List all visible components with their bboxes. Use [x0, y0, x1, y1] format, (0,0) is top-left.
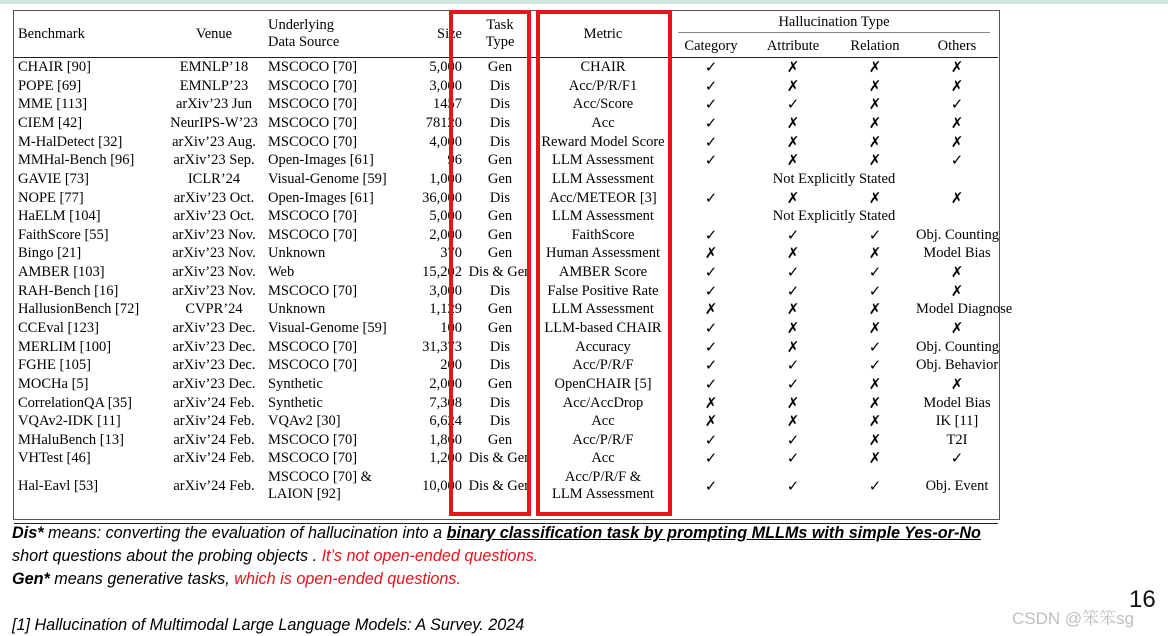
attribute-mark: ✓ — [786, 281, 800, 300]
venue-cell: arXiv’24 Feb. — [173, 431, 255, 448]
attribute-mark: ✓ — [786, 95, 800, 114]
metric-cell: Acc/P/R/F1 — [568, 77, 638, 94]
size-cell: 1,129 — [429, 301, 462, 318]
venue-cell: arXiv’23 Dec. — [172, 357, 256, 374]
metric-cell: Accuracy — [575, 338, 631, 355]
header-metric: Metric — [583, 25, 623, 42]
relation-mark: ✗ — [868, 374, 882, 393]
others-cell: ✗ — [950, 132, 964, 151]
gen-text: means generative tasks, — [49, 570, 235, 588]
data-source-cell-line1: MSCOCO [70] & — [268, 469, 372, 486]
task-type-cell: Dis — [489, 114, 511, 131]
data-source-cell: MSCOCO [70] — [268, 59, 358, 76]
metric-cell: Human Assessment — [546, 245, 660, 262]
header-hallucination-type-label: Hallucination Type — [678, 13, 990, 33]
header-size: Size — [437, 25, 462, 42]
data-source-cell: MSCOCO [70] — [268, 96, 358, 113]
gen-red-note: which is open-ended questions. — [234, 570, 462, 588]
header-task-type-line2: Type — [485, 34, 515, 50]
attribute-mark: ✓ — [786, 225, 800, 244]
others-cell: ✗ — [950, 188, 964, 207]
venue-cell: arXiv’23 Dec. — [172, 338, 256, 355]
task-type-cell: Gen — [487, 245, 513, 262]
data-source-cell: MSCOCO [70] — [268, 450, 358, 467]
venue-cell: arXiv’23 Nov. — [172, 245, 256, 262]
task-type-cell: Dis — [489, 338, 511, 355]
relation-mark: ✗ — [868, 151, 882, 170]
benchmark-cell: MERLIM [100] — [18, 338, 112, 355]
top-accent-rule — [0, 0, 1168, 4]
not-explicitly-stated-cell: Not Explicitly Stated — [772, 208, 896, 225]
dis-text: means: converting the evaluation of hallucination into a — [43, 524, 447, 542]
venue-cell: CVPR’24 — [185, 301, 243, 318]
task-type-cell: Gen — [487, 59, 513, 76]
task-type-cell: Gen — [487, 170, 513, 187]
benchmark-cell: POPE [69] — [18, 77, 82, 94]
header-data-source — [264, 11, 414, 58]
category-mark: ✓ — [704, 225, 718, 244]
header-data-source-line2: Data Source — [268, 34, 340, 50]
category-mark: ✓ — [704, 318, 718, 337]
category-mark: ✓ — [704, 132, 718, 151]
data-source-cell: MSCOCO [70] — [268, 357, 358, 374]
benchmark-cell: RAH-Bench [16] — [18, 282, 119, 299]
benchmark-cell: AMBER [103] — [18, 264, 105, 281]
metric-cell-line2: LLM Assessment — [552, 486, 654, 503]
dis-emphasis: binary classification task by prompting MLLMs with simple Yes-or-No — [446, 524, 981, 542]
data-source-cell: MSCOCO [70] — [268, 226, 358, 243]
relation-mark: ✗ — [868, 188, 882, 207]
others-cell: ✗ — [950, 58, 964, 77]
benchmark-cell: HallusionBench [72] — [18, 301, 140, 318]
attribute-mark: ✗ — [786, 412, 800, 431]
task-type-cell: Gen — [487, 208, 513, 225]
venue-cell: arXiv’23 Oct. — [173, 189, 255, 206]
relation-mark: ✓ — [868, 225, 882, 244]
category-mark: ✓ — [704, 113, 718, 132]
relation-mark: ✗ — [868, 430, 882, 449]
size-cell: 4,000 — [429, 133, 462, 150]
benchmark-cell: MHaluBench [13] — [18, 431, 124, 448]
relation-mark: ✓ — [868, 337, 882, 356]
header-others: Others — [937, 37, 977, 54]
size-cell: 1,000 — [429, 170, 462, 187]
relation-mark: ✓ — [868, 476, 882, 495]
relation-mark: ✗ — [868, 58, 882, 77]
data-source-cell — [264, 468, 414, 504]
others-cell: IK [11] — [935, 413, 979, 430]
size-cell: 100 — [440, 319, 462, 336]
others-cell: Obj. Counting — [916, 338, 999, 355]
venue-cell: NeurIPS-W’23 — [170, 114, 258, 131]
header-category: Category — [684, 37, 738, 54]
metric-cell-line1: Acc/P/R/F & — [564, 469, 642, 486]
metric-cell: FaithScore — [571, 226, 635, 243]
benchmark-cell: CorrelationQA [35] — [18, 394, 132, 411]
gen-term: Gen* — [12, 570, 50, 588]
size-cell: 36,000 — [422, 189, 462, 206]
metric-cell: LLM-based CHAIR — [544, 319, 662, 336]
size-cell: 5,000 — [429, 59, 462, 76]
venue-cell: arXiv’24 Feb. — [173, 413, 255, 430]
metric-cell: Acc — [591, 114, 615, 131]
others-cell: Model Bias — [923, 394, 991, 411]
size-cell: 370 — [440, 245, 462, 262]
relation-mark: ✗ — [868, 95, 882, 114]
data-source-cell: Synthetic — [268, 375, 323, 392]
attribute-mark: ✗ — [786, 337, 800, 356]
relation-mark: ✓ — [868, 281, 882, 300]
dis-text2: short questions about the probing objects . — [12, 547, 322, 565]
metric-cell: Acc — [591, 413, 615, 430]
relation-mark: ✓ — [868, 263, 882, 282]
data-source-cell: Open-Images [61] — [268, 152, 374, 169]
metric-cell: Acc/METEOR [3] — [549, 189, 657, 206]
data-source-cell: MSCOCO [70] — [268, 431, 358, 448]
header-attribute: Attribute — [766, 37, 820, 54]
task-type-cell: Gen — [487, 301, 513, 318]
size-cell: 1,860 — [429, 431, 462, 448]
attribute-mark: ✓ — [786, 430, 800, 449]
task-type-cell: Dis — [489, 77, 511, 94]
others-cell: Obj. Counting — [916, 226, 999, 243]
relation-mark: ✗ — [868, 449, 882, 468]
data-source-cell: MSCOCO [70] — [268, 133, 358, 150]
metric-cell: OpenCHAIR [5] — [554, 375, 652, 392]
category-mark: ✓ — [704, 58, 718, 77]
task-type-cell: Dis & Gen — [468, 264, 532, 281]
venue-cell: ICLR’24 — [187, 170, 241, 187]
relation-mark: ✗ — [868, 132, 882, 151]
size-cell: 7,308 — [429, 394, 462, 411]
metric-cell: LLM Assessment — [552, 152, 654, 169]
attribute-mark: ✓ — [786, 476, 800, 495]
others-cell: ✗ — [950, 281, 964, 300]
others-cell: ✗ — [950, 374, 964, 393]
task-type-cell: Dis & Gen — [468, 450, 532, 467]
benchmark-cell: HaELM [104] — [18, 208, 101, 225]
category-mark: ✓ — [704, 188, 718, 207]
category-mark: ✓ — [704, 281, 718, 300]
benchmark-cell: NOPE [77] — [18, 189, 84, 206]
header-hallucination-type — [670, 11, 998, 35]
attribute-mark: ✓ — [786, 374, 800, 393]
venue-cell: arXiv’23 Nov. — [172, 282, 256, 299]
benchmark-cell: FGHE [105] — [18, 357, 91, 374]
metric-cell: AMBER Score — [558, 264, 648, 281]
attribute-mark: ✓ — [786, 449, 800, 468]
data-source-cell: MSCOCO [70] — [268, 282, 358, 299]
size-cell: 2,000 — [429, 375, 462, 392]
category-mark: ✓ — [704, 151, 718, 170]
data-source-cell: MSCOCO [70] — [268, 338, 358, 355]
category-mark: ✗ — [704, 244, 718, 263]
category-mark: ✓ — [704, 449, 718, 468]
venue-cell: arXiv’23 Oct. — [173, 208, 255, 225]
data-source-cell-line2: LAION [92] — [268, 486, 341, 503]
task-type-cell: Dis — [489, 357, 511, 374]
header-data-source-line1: Underlying — [268, 17, 335, 33]
size-cell: 10,000 — [422, 477, 462, 494]
benchmark-cell: GAVIE [73] — [18, 170, 90, 187]
attribute-mark: ✓ — [786, 356, 800, 375]
attribute-mark: ✗ — [786, 188, 800, 207]
data-source-cell: Unknown — [268, 245, 326, 262]
category-mark: ✗ — [704, 300, 718, 319]
venue-cell: arXiv’24 Feb. — [173, 450, 255, 467]
attribute-mark: ✗ — [786, 113, 800, 132]
dis-term: Dis* — [12, 524, 44, 542]
venue-cell: arXiv’23 Sep. — [173, 152, 255, 169]
metric-cell: CHAIR — [580, 59, 626, 76]
metric-cell: Acc — [591, 450, 615, 467]
benchmark-cell: MMHal-Bench [96] — [18, 152, 135, 169]
task-type-cell: Dis & Gen — [468, 477, 532, 494]
header-task-type-line1: Task — [486, 17, 514, 33]
task-type-cell: Gen — [487, 226, 513, 243]
category-mark: ✓ — [704, 263, 718, 282]
venue-cell: arXiv’23 Dec. — [172, 375, 256, 392]
attribute-mark: ✗ — [786, 151, 800, 170]
size-cell: 200 — [440, 357, 462, 374]
metric-cell: Acc/Score — [572, 96, 634, 113]
size-cell: 78120 — [425, 114, 462, 131]
task-type-cell: Dis — [489, 133, 511, 150]
size-cell: 1,200 — [429, 450, 462, 467]
gen-note-line — [12, 568, 1072, 591]
metric-cell: Acc/AccDrop — [562, 394, 644, 411]
metric-cell: LLM Assessment — [552, 170, 654, 187]
dis-red-note: It’s not open-ended questions. — [321, 547, 539, 565]
benchmark-cell: M-HalDetect [32] — [18, 133, 123, 150]
category-mark: ✓ — [704, 374, 718, 393]
header-relation: Relation — [850, 37, 900, 54]
others-cell: ✓ — [950, 95, 964, 114]
benchmark-cell: VQAv2-IDK [11] — [18, 413, 121, 430]
header-benchmark: Benchmark — [18, 25, 85, 42]
size-cell: 2,000 — [429, 226, 462, 243]
others-cell: T2I — [946, 431, 968, 448]
benchmark-cell: CHAIR [90] — [18, 59, 91, 76]
notes-block — [12, 522, 1072, 591]
task-type-cell: Dis — [489, 413, 511, 430]
benchmark-cell: VHTest [46] — [18, 450, 91, 467]
metric-highlight-box — [536, 10, 672, 516]
size-cell: 96 — [447, 152, 462, 169]
task-type-cell: Gen — [487, 152, 513, 169]
not-explicitly-stated-cell: Not Explicitly Stated — [772, 170, 896, 187]
relation-mark: ✗ — [868, 113, 882, 132]
category-mark: ✓ — [704, 356, 718, 375]
attribute-mark: ✗ — [786, 300, 800, 319]
benchmark-cell: MME [113] — [18, 96, 88, 113]
attribute-mark: ✗ — [786, 132, 800, 151]
task-type-cell: Gen — [487, 375, 513, 392]
relation-mark: ✓ — [868, 356, 882, 375]
benchmark-cell: FaithScore [55] — [18, 226, 109, 243]
others-cell: ✗ — [950, 263, 964, 282]
page-number: 16 — [1129, 586, 1156, 613]
dis-note-line1 — [12, 522, 1072, 545]
size-cell: 1457 — [433, 96, 462, 113]
category-mark: ✓ — [704, 476, 718, 495]
venue-cell: arXiv’23 Nov. — [172, 264, 256, 281]
others-cell: ✗ — [950, 318, 964, 337]
category-mark: ✓ — [704, 430, 718, 449]
metric-cell: Acc/P/R/F — [572, 357, 634, 374]
others-cell: Obj. Behavior — [916, 357, 999, 374]
metric-cell: LLM Assessment — [552, 208, 654, 225]
relation-mark: ✗ — [868, 244, 882, 263]
data-source-cell: VQAv2 [30] — [268, 413, 341, 430]
csdn-watermark: CSDN @笨笨sg — [1012, 609, 1135, 628]
data-source-cell: Unknown — [268, 301, 326, 318]
category-mark: ✗ — [704, 412, 718, 431]
header-venue: Venue — [195, 25, 233, 42]
data-source-cell: Visual-Genome [59] — [268, 170, 387, 187]
citation: [1] Hallucination of Multimodal Large Language Models: A Survey. 2024 — [12, 616, 525, 634]
data-source-cell: Web — [268, 264, 295, 281]
task-type-cell: Gen — [487, 431, 513, 448]
task-type-cell: Dis — [489, 96, 511, 113]
task-type-cell: Dis — [489, 189, 511, 206]
task-type-highlight-box — [449, 10, 531, 516]
metric-cell: Acc/P/R/F — [572, 431, 634, 448]
venue-cell: arXiv’23 Aug. — [172, 133, 256, 150]
others-cell: ✗ — [950, 113, 964, 132]
venue-cell: EMNLP’18 — [179, 59, 249, 76]
size-cell: 6,624 — [429, 413, 462, 430]
size-cell: 3,000 — [429, 282, 462, 299]
attribute-mark: ✗ — [786, 393, 800, 412]
category-mark: ✓ — [704, 337, 718, 356]
others-cell: ✗ — [950, 76, 964, 95]
task-type-cell: Dis — [489, 394, 511, 411]
relation-mark: ✗ — [868, 300, 882, 319]
data-source-cell: MSCOCO [70] — [268, 114, 358, 131]
venue-cell: arXiv’24 Feb. — [173, 394, 255, 411]
attribute-mark: ✓ — [786, 263, 800, 282]
data-source-cell: Visual-Genome [59] — [268, 319, 387, 336]
category-mark: ✓ — [704, 95, 718, 114]
benchmark-cell: CIEM [42] — [18, 114, 83, 131]
task-type-cell: Gen — [487, 319, 513, 336]
category-mark: ✗ — [704, 393, 718, 412]
attribute-mark: ✗ — [786, 244, 800, 263]
data-source-cell: Open-Images [61] — [268, 189, 374, 206]
relation-mark: ✗ — [868, 393, 882, 412]
others-cell: Model Bias — [923, 245, 991, 262]
relation-mark: ✗ — [868, 76, 882, 95]
metric-cell: Reward Model Score — [541, 133, 665, 150]
data-source-cell: MSCOCO [70] — [268, 208, 358, 225]
venue-cell: EMNLP’23 — [179, 77, 249, 94]
relation-mark: ✗ — [868, 318, 882, 337]
size-cell: 31,373 — [422, 338, 462, 355]
benchmark-cell: MOCHa [5] — [18, 375, 89, 392]
attribute-mark: ✗ — [786, 58, 800, 77]
metric-cell: False Positive Rate — [547, 282, 659, 299]
venue-cell: arXiv’24 Feb. — [173, 477, 255, 494]
venue-cell: arXiv’23 Nov. — [172, 226, 256, 243]
category-mark: ✓ — [704, 76, 718, 95]
data-source-cell: MSCOCO [70] — [268, 77, 358, 94]
others-cell: ✓ — [950, 151, 964, 170]
size-cell: 15,202 — [422, 264, 462, 281]
venue-cell: arXiv’23 Jun — [175, 96, 253, 113]
benchmark-cell: CCEval [123] — [18, 319, 99, 336]
attribute-mark: ✗ — [786, 76, 800, 95]
size-cell: 3,000 — [429, 77, 462, 94]
benchmark-cell: Bingo [21] — [18, 245, 82, 262]
attribute-mark: ✗ — [786, 318, 800, 337]
size-cell: 5,000 — [429, 208, 462, 225]
data-source-cell: Synthetic — [268, 394, 323, 411]
dis-note-line2 — [12, 545, 1072, 568]
others-cell: Obj. Event — [925, 477, 989, 494]
task-type-cell: Dis — [489, 282, 511, 299]
relation-mark: ✗ — [868, 412, 882, 431]
venue-cell: arXiv’23 Dec. — [172, 319, 256, 336]
metric-cell: LLM Assessment — [552, 301, 654, 318]
benchmark-cell: Hal-Eavl [53] — [18, 477, 99, 494]
others-cell: ✓ — [950, 449, 964, 468]
others-cell: Model Diagnose — [916, 301, 1013, 318]
